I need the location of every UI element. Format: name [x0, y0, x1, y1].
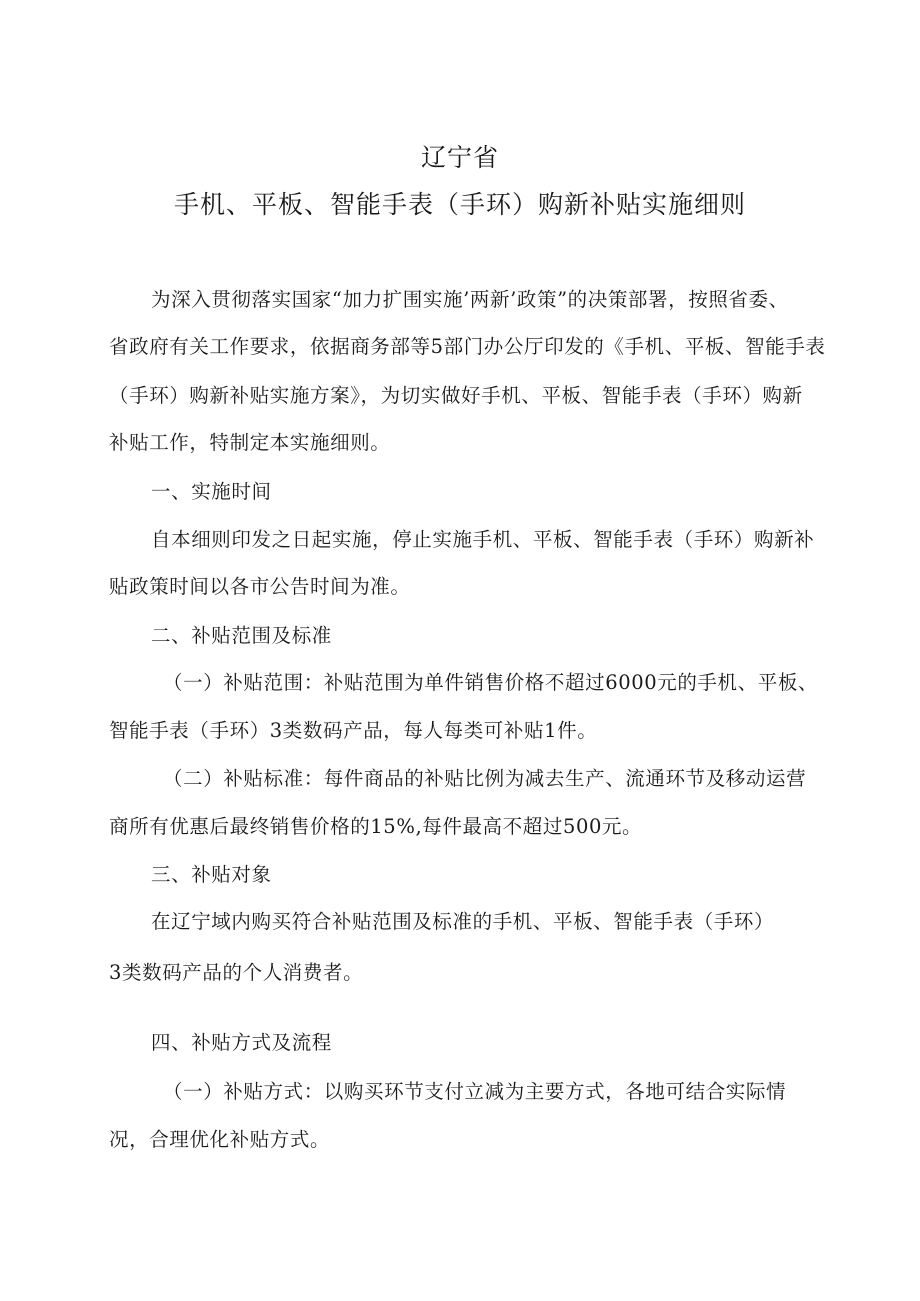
section1-heading: 一、实施时间 — [151, 480, 272, 503]
section3-heading: 三、补贴对象 — [151, 863, 272, 886]
section3-line-2: 3类数码产品的个人消费者。 — [109, 961, 364, 984]
section2-item1-line-1: （一）补贴范围：补贴范围为单件销售价格不超过6000元的手机、平板、 — [163, 671, 819, 694]
document-title-main: 手机、平板、智能手表（手环）购新补贴实施细则 — [173, 190, 746, 219]
section3-line-1: 在辽宁域内购买符合补贴范围及标准的手机、平板、智能手表（手环） — [151, 910, 775, 933]
section1-line-2: 贴政策时间以各市公告时间为准。 — [109, 575, 411, 598]
section4-heading: 四、补贴方式及流程 — [151, 1031, 332, 1054]
section2-item2-line-2: 商所有优惠后最终销售价格的15%,每件最高不超过500元。 — [109, 815, 643, 838]
intro-line-3: （手环）购新补贴实施方案》，为切实做好手机、平板、智能手表（手环）购新 — [109, 384, 803, 407]
intro-line-4: 补贴工作，特制定本实施细则。 — [109, 431, 391, 454]
section1-line-1: 自本细则印发之日起实施，停止实施手机、平板、智能手表（手环）购新补 — [151, 528, 815, 551]
section2-heading: 二、补贴范围及标准 — [151, 624, 332, 647]
intro-line-1: 为深入贯彻落实国家“加力扩围实施’两新’政策”的决策部署，按照省委、 — [151, 288, 789, 311]
section4-item1-line-2: 况，合理优化补贴方式。 — [109, 1128, 331, 1151]
intro-line-2: 省政府有关工作要求，依据商务部等5部门办公厅印发的《手机、平板、智能手表 — [109, 335, 826, 358]
section2-item1-line-2: 智能手表（手环）3类数码产品，每人每类可补贴1件。 — [109, 719, 598, 742]
document-title-province: 辽宁省 — [420, 143, 499, 172]
section4-item1-line-1: （一）补贴方式：以购买环节支付立减为主要方式，各地可结合实际情 — [163, 1080, 787, 1103]
section2-item2-line-1: （二）补贴标准：每件商品的补贴比例为减去生产、流通环节及移动运营 — [163, 767, 807, 790]
